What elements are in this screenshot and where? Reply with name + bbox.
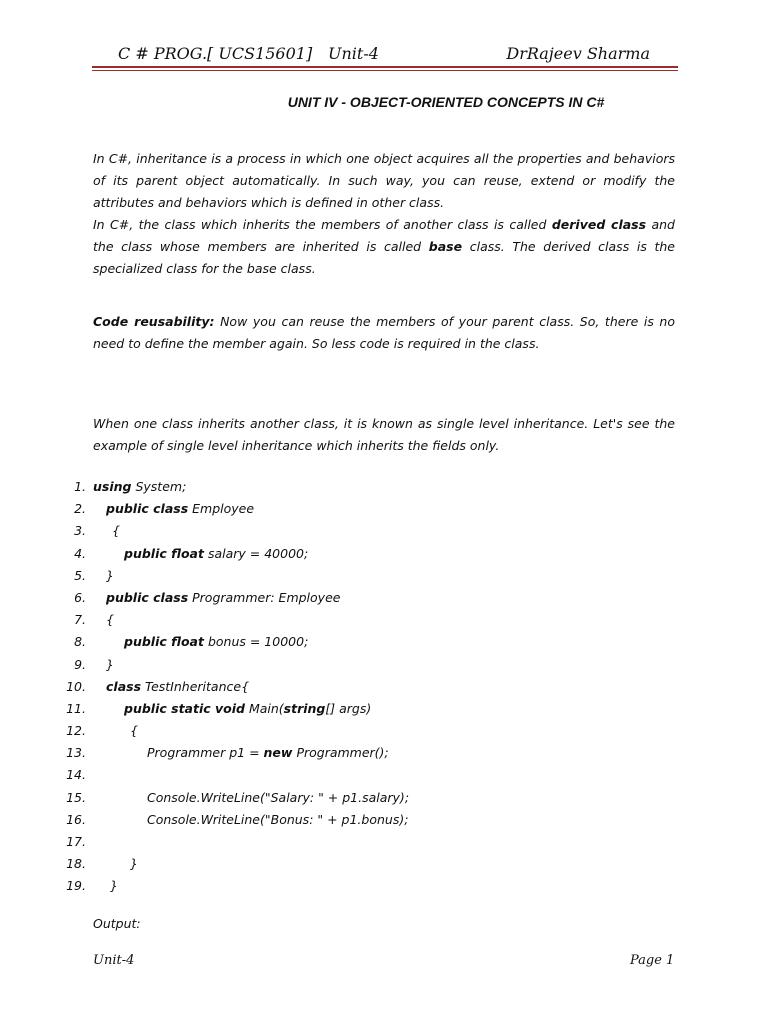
- line-number: 3.: [74, 523, 86, 539]
- line-number: 8.: [74, 634, 86, 650]
- line-number: 19.: [66, 878, 86, 894]
- code-line: [0, 787, 768, 809]
- bold-term-derived-class: derived class: [551, 217, 647, 232]
- code-line: [0, 476, 768, 498]
- code-keyword: public class: [106, 501, 189, 517]
- code-keyword: public static void: [124, 700, 245, 716]
- line-number: 15.: [66, 789, 86, 805]
- header-rule-thin: [92, 70, 678, 71]
- header-course: C # PROG.[ UCS15601]: [118, 44, 313, 63]
- code-text: [106, 676, 249, 698]
- line-number: 4.: [74, 545, 86, 561]
- code-token: }: [110, 878, 118, 894]
- paragraph-inheritance-intro: In C#, inheritance is a process in which one object acquires all the properties and behaviors of its parent object automatically. In such way, you can reuse, extend or modify the attributes and behaviors which is defined in other class.: [93, 151, 675, 210]
- code-keyword: using: [93, 479, 132, 494]
- code-keyword: public float: [124, 545, 204, 561]
- line-number: 13.: [66, 745, 86, 761]
- code-text: [124, 543, 308, 565]
- code-keyword: public class: [106, 589, 189, 605]
- code-token: bonus = 10000;: [203, 634, 309, 650]
- code-text: [147, 787, 409, 809]
- code-text: [124, 698, 371, 720]
- code-listing: [0, 476, 768, 898]
- page-title: UNIT IV - OBJECT-ORIENTED CONCEPTS IN C#: [287, 94, 605, 110]
- code-text: [106, 498, 254, 520]
- code-text: [147, 742, 389, 764]
- line-number: 6.: [74, 589, 86, 605]
- text-span: Now you can reuse the members of your parent class. So, there is no need to define the member again. So less code is required in the class.: [93, 314, 675, 351]
- code-line: [0, 809, 768, 831]
- line-number: 9.: [74, 656, 86, 672]
- line-number: 1.: [74, 479, 86, 494]
- code-keyword: public float: [124, 634, 204, 650]
- header-unit: Unit-4: [328, 44, 379, 63]
- code-line: [0, 520, 768, 542]
- paragraph-code-reusability: [93, 311, 675, 355]
- code-keyword: new: [263, 745, 293, 761]
- footer-unit: Unit-4: [93, 953, 135, 968]
- code-token: [] args): [325, 700, 372, 716]
- bold-term-code-reusability: Code reusability:: [93, 314, 215, 329]
- code-token: Console.WriteLine("Salary: " + p1.salary);: [147, 789, 410, 805]
- code-token: System;: [131, 479, 187, 494]
- header-author: DrRajeev Sharma: [506, 44, 650, 63]
- bold-term-base: base: [428, 239, 463, 254]
- code-token: }: [106, 567, 114, 583]
- code-token: Programmer p1 =: [147, 745, 264, 761]
- code-line: [0, 831, 768, 853]
- code-token: {: [112, 523, 120, 539]
- line-number: 11.: [66, 700, 86, 716]
- page-header: [92, 42, 678, 68]
- code-line: [0, 720, 768, 742]
- paragraph-single-level: When one class inherits another class, it is known as single level inheritance. Let's see the example of single level inheritance which inherits the fields only.: [93, 416, 675, 453]
- footer-page-number: Page 1: [630, 953, 675, 968]
- code-text: [106, 654, 114, 676]
- code-token: salary = 40000;: [203, 545, 309, 561]
- code-text: [130, 853, 138, 875]
- code-token: {: [130, 723, 138, 739]
- code-text: [106, 565, 114, 587]
- code-token: Programmer();: [292, 745, 389, 761]
- code-line: [0, 875, 768, 897]
- code-text: [124, 631, 308, 653]
- code-line: [0, 565, 768, 587]
- line-number: 14.: [66, 767, 86, 783]
- code-text: [106, 609, 114, 631]
- output-label: Output:: [93, 916, 141, 931]
- code-text: [110, 875, 118, 897]
- code-line: [0, 609, 768, 631]
- code-text: [93, 476, 186, 498]
- code-keyword: string: [283, 700, 326, 716]
- line-number: 7.: [74, 612, 86, 628]
- code-token: }: [106, 656, 114, 672]
- code-token: Programmer: Employee: [188, 589, 341, 605]
- line-number: 17.: [66, 834, 86, 849]
- code-line: [0, 742, 768, 764]
- code-line: [0, 698, 768, 720]
- code-text: [112, 520, 120, 542]
- code-line: [0, 853, 768, 875]
- code-token: Console.WriteLine("Bonus: " + p1.bonus);: [147, 811, 409, 827]
- code-line: [0, 764, 768, 786]
- code-line: [0, 587, 768, 609]
- paragraph-derived-class: [93, 214, 675, 280]
- code-token: {: [106, 612, 114, 628]
- code-text: [106, 587, 340, 609]
- line-number: 18.: [66, 856, 86, 872]
- code-token: Employee: [188, 501, 255, 517]
- code-text: [130, 720, 138, 742]
- code-line: [0, 543, 768, 565]
- text-span: In C#, the class which inherits the members of another class is called: [93, 217, 552, 232]
- text-span: class. The derived class is the specialized class for the base class.: [93, 239, 675, 276]
- code-token: }: [130, 856, 138, 872]
- code-text: [147, 809, 408, 831]
- code-line: [0, 676, 768, 698]
- code-token: TestInheritance{: [141, 678, 250, 694]
- line-number: 10.: [66, 678, 86, 694]
- header-rule-thick: [92, 66, 678, 68]
- line-number: 12.: [66, 723, 86, 739]
- line-number: 16.: [66, 811, 86, 827]
- line-number: 2.: [74, 501, 86, 517]
- code-line: [0, 654, 768, 676]
- line-number: 5.: [74, 567, 86, 583]
- code-token: Main(: [244, 700, 284, 716]
- code-keyword: class: [106, 678, 142, 694]
- code-line: [0, 631, 768, 653]
- code-line: [0, 498, 768, 520]
- text-span: and the class whose members are inherited is called: [93, 217, 675, 254]
